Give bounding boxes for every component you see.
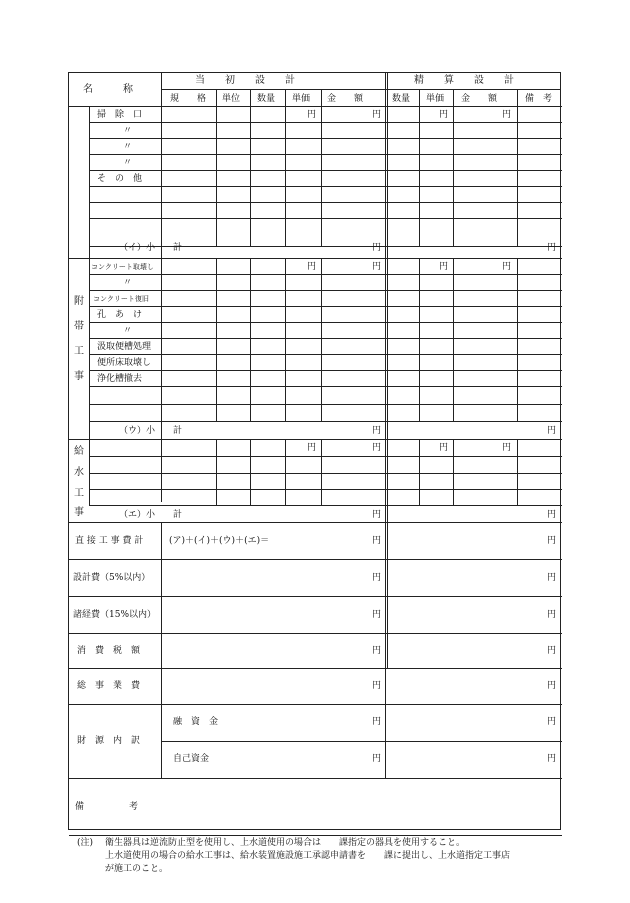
initial-design-header: 当 初 設 計 xyxy=(195,75,295,86)
yen-unit: 円 xyxy=(372,536,382,546)
yen-unit: 円 xyxy=(372,717,382,727)
col-spec: 規 格 xyxy=(170,94,207,104)
item-row-label: コンクリート復旧 xyxy=(93,295,149,303)
yen-unit: 円 xyxy=(372,243,382,253)
direct-cost-label: 直 接 工 事 費 計 xyxy=(75,536,144,546)
note-line-1: 衛生器具は逆流防止型を使用し、上水道使用の場合は 課指定の器具を使用すること。 xyxy=(105,838,466,848)
design-cost-form xyxy=(68,72,561,874)
item-row-label: 便所床取壊し xyxy=(97,358,152,368)
yen-unit: 円 xyxy=(372,610,382,620)
tax-label: 消 費 税 額 xyxy=(77,646,141,656)
yen-unit: 円 xyxy=(547,754,557,764)
yen-unit: 円 xyxy=(547,510,557,520)
yen-unit: 円 xyxy=(372,510,382,520)
col-remarks: 備 考 xyxy=(525,94,553,104)
yen-unit: 円 xyxy=(439,110,449,120)
section-label-char: 工 xyxy=(74,488,84,499)
section-label-char: 事 xyxy=(74,507,84,518)
item-row-label: コンクリート取壊し xyxy=(91,263,154,271)
col-amount: 金 額 xyxy=(327,94,364,104)
yen-unit: 円 xyxy=(547,426,557,436)
yen-unit: 円 xyxy=(547,610,557,620)
note-line-3: が施工のこと。 xyxy=(105,864,169,874)
yen-unit: 円 xyxy=(502,110,512,120)
yen-unit: 円 xyxy=(502,262,512,272)
subtotal-u: （ウ）小 計 xyxy=(119,426,183,436)
col-final-qty: 数量 xyxy=(392,94,411,104)
item-row-label: 浄化槽撤去 xyxy=(97,374,143,384)
yen-unit: 円 xyxy=(547,536,557,546)
col-unit-price: 単価 xyxy=(292,94,311,104)
subtotal-i: （イ）小 計 xyxy=(119,243,183,253)
yen-unit: 円 xyxy=(439,262,449,272)
yen-unit: 円 xyxy=(547,681,557,691)
section-label-char: 給 xyxy=(74,446,84,457)
note-line-2: 上水道使用の場合の給水工事は、給水装置施設施工承認申請書を 課に提出し、上水道指定工事店 xyxy=(105,851,511,861)
yen-unit: 円 xyxy=(547,646,557,656)
yen-unit: 円 xyxy=(372,646,382,656)
yen-unit: 円 xyxy=(372,573,382,583)
yen-unit: 円 xyxy=(307,443,317,453)
own-funds-label: 自己資金 xyxy=(173,754,210,764)
total-label: 総 事 業 費 xyxy=(77,681,141,691)
item-row-label: 〃 xyxy=(123,158,133,168)
yen-unit: 円 xyxy=(372,443,382,453)
yen-unit: 円 xyxy=(439,443,449,453)
remarks-label: 備 考 xyxy=(75,802,139,812)
finance-breakdown-label: 財 源 内 訳 xyxy=(77,736,141,746)
yen-unit: 円 xyxy=(372,262,382,272)
design-fee-label: 設計費（5%以内） xyxy=(73,573,151,583)
col-final-amount: 金 額 xyxy=(461,94,498,104)
yen-unit: 円 xyxy=(307,262,317,272)
section-label-char: 工 xyxy=(74,346,84,357)
item-row-label: 〃 xyxy=(123,278,133,288)
note-prefix: (注) xyxy=(77,838,94,848)
col-qty: 数量 xyxy=(257,94,276,104)
item-row-label: 孔 あ け xyxy=(97,310,143,320)
col-final-unit-price: 単価 xyxy=(426,94,445,104)
item-row-label: 掃 除 口 xyxy=(97,110,143,120)
expenses-label: 諸経費（15%以内） xyxy=(73,610,157,620)
yen-unit: 円 xyxy=(372,426,382,436)
item-row-label: 〃 xyxy=(123,142,133,152)
yen-unit: 円 xyxy=(372,110,382,120)
section-label-char: 附 xyxy=(74,296,84,307)
yen-unit: 円 xyxy=(547,243,557,253)
subtotal-e: （エ）小 計 xyxy=(119,510,183,520)
yen-unit: 円 xyxy=(307,110,317,120)
yen-unit: 円 xyxy=(372,754,382,764)
item-row-label: 〃 xyxy=(123,126,133,136)
yen-unit: 円 xyxy=(547,717,557,727)
loan-label: 融 資 金 xyxy=(173,717,219,727)
item-row-label: そ の 他 xyxy=(97,174,143,184)
yen-unit: 円 xyxy=(502,443,512,453)
yen-unit: 円 xyxy=(372,681,382,691)
final-design-header: 精 算 設 計 xyxy=(414,75,514,86)
section-label-char: 事 xyxy=(74,371,84,382)
col-unit: 単位 xyxy=(222,94,241,104)
section-label-char: 帯 xyxy=(74,321,84,332)
name-header: 名 称 xyxy=(83,84,133,95)
item-row-label: 汲取便槽処理 xyxy=(97,342,152,352)
direct-cost-formula: (ア)＋(イ)＋(ウ)＋(エ)＝ xyxy=(169,536,270,546)
item-row-label: 〃 xyxy=(123,326,133,336)
yen-unit: 円 xyxy=(547,573,557,583)
section-label-char: 水 xyxy=(74,467,84,478)
